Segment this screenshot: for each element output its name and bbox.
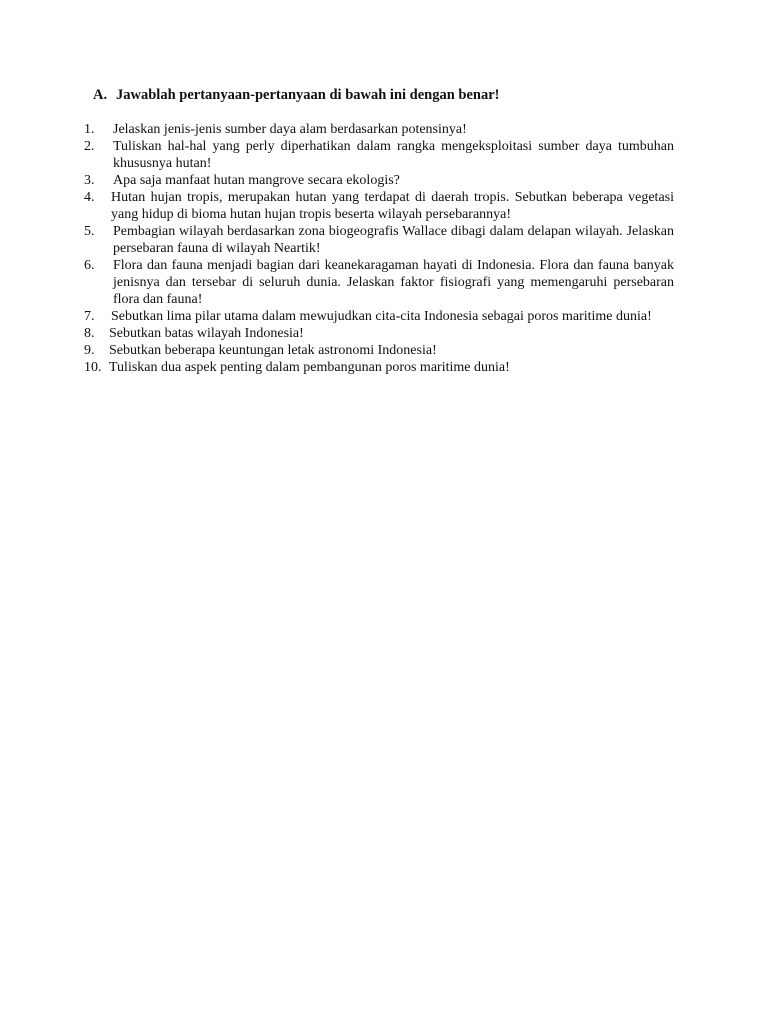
- question-text: Tuliskan dua aspek penting dalam pembangunan poros maritime dunia!: [109, 360, 510, 375]
- question-text: Jelaskan jenis-jenis sumber daya alam berdasarkan potensinya!: [113, 122, 467, 137]
- question-text: Flora dan fauna menjadi bagian dari keanekaragaman hayati di Indonesia. Flora dan fauna banyak jenisnya dan tersebar di seluruh dunia. Jelaskan faktor fisiografi yang memengaruhi persebaran flora dan fauna!: [113, 258, 674, 307]
- question-text: Sebutkan batas wilayah Indonesia!: [109, 326, 304, 341]
- question-item: [84, 121, 674, 138]
- question-number: 7.: [84, 309, 95, 324]
- section-letter: A.: [93, 87, 108, 103]
- question-number: 6.: [84, 258, 95, 273]
- question-item: [84, 189, 674, 223]
- question-text: Sebutkan lima pilar utama dalam mewujudkan cita-cita Indonesia sebagai poros maritime dunia!: [111, 309, 652, 324]
- question-item: [84, 359, 674, 376]
- section-heading: [93, 87, 693, 104]
- question-number: 9.: [84, 343, 95, 358]
- question-text: Hutan hujan tropis, merupakan hutan yang terdapat di daerah tropis. Sebutkan beberapa vegetasi yang hidup di bioma hutan hujan tropis beserta wilayah persebarannya!: [111, 190, 674, 222]
- question-number: 8.: [84, 326, 95, 341]
- question-item: [84, 172, 674, 189]
- question-number: 5.: [84, 224, 95, 239]
- question-item: [84, 308, 674, 325]
- question-text: Apa saja manfaat hutan mangrove secara ekologis?: [113, 173, 400, 188]
- question-item: [84, 342, 674, 359]
- question-list: [84, 121, 674, 376]
- question-number: 2.: [84, 139, 95, 154]
- question-number: 10.: [84, 360, 102, 375]
- section-heading-text: Jawablah pertanyaan-pertanyaan di bawah ini dengan benar!: [116, 87, 500, 103]
- question-number: 4.: [84, 190, 95, 205]
- question-item: [84, 257, 674, 308]
- question-item: [84, 138, 674, 172]
- question-item: [84, 223, 674, 257]
- question-number: 3.: [84, 173, 95, 188]
- question-text: Pembagian wilayah berdasarkan zona biogeografis Wallace dibagi dalam delapan wilayah. Jelaskan persebaran fauna di wilayah Neartik!: [113, 224, 674, 256]
- question-text: Sebutkan beberapa keuntungan letak astronomi Indonesia!: [109, 343, 437, 358]
- question-text: Tuliskan hal-hal yang perly diperhatikan dalam rangka mengeksploitasi sumber daya tumbuhan khususnya hutan!: [113, 139, 674, 171]
- question-item: [84, 325, 674, 342]
- question-number: 1.: [84, 122, 95, 137]
